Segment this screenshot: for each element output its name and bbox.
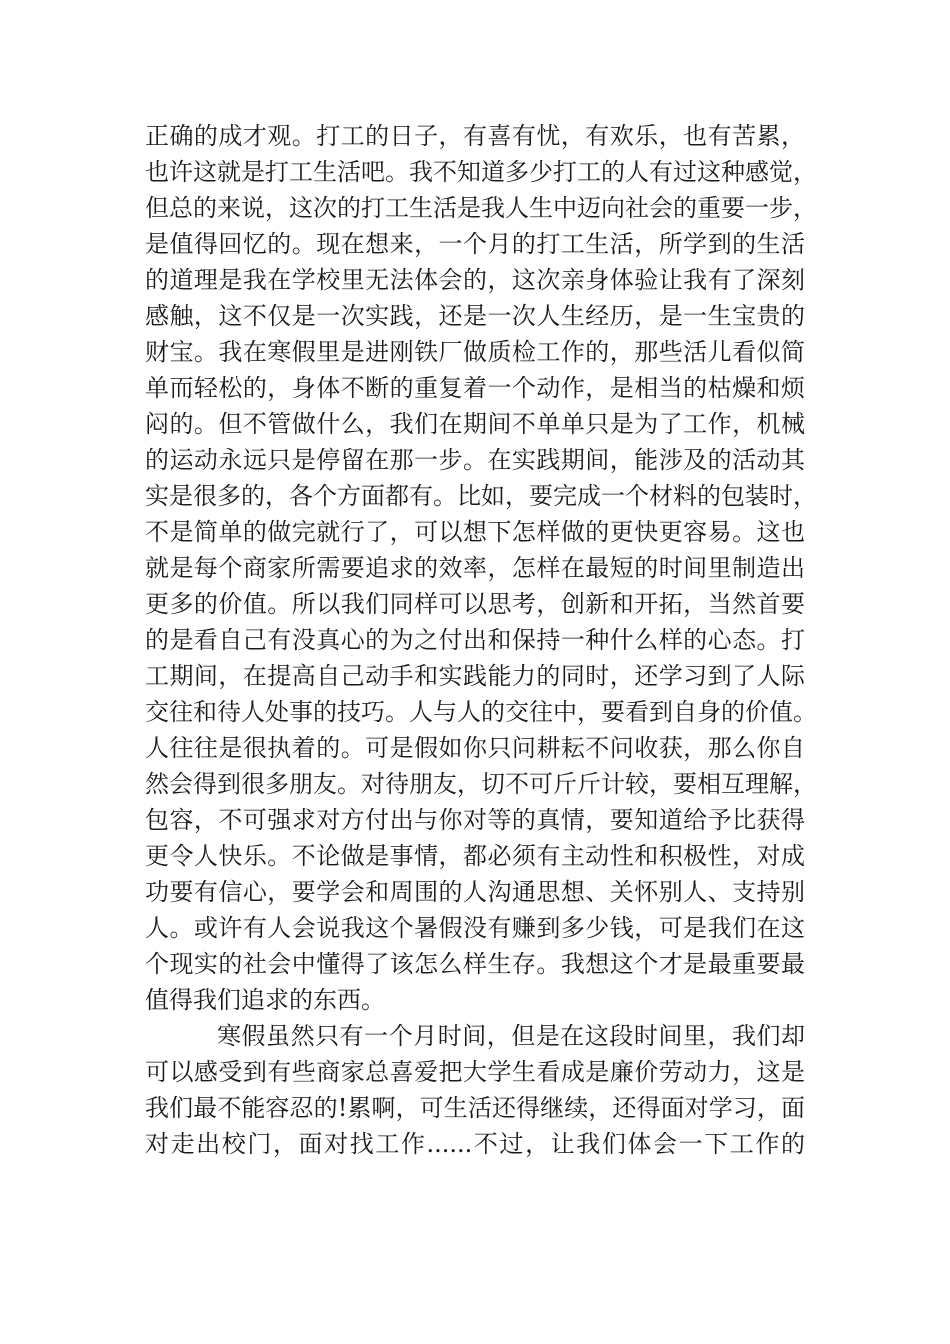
text-line: 人。或许有人会说我这个暑假没有赚到多少钱，可是我们在这 [145, 914, 805, 942]
text-line: 但总的来说，这次的打工生活是我人生中迈向社会的重要一步， [145, 194, 817, 222]
text-line: 更多的价值。所以我们同样可以思考，创新和开拓，当然首要 [145, 590, 805, 618]
text-line: 正确的成才观。打工的日子，有喜有忧，有欢乐，也有苦累， [145, 122, 805, 150]
text-line: 财宝。我在寒假里是进刚铁厂做质检工作的，那些活儿看似简 [145, 338, 805, 366]
text-line: 然会得到很多朋友。对待朋友，切不可斤斤计较，要相互理解， [145, 770, 817, 798]
text-line: 是值得回忆的。现在想来，一个月的打工生活，所学到的生活 [145, 230, 805, 258]
text-line: 我们最不能容忍的!累啊，可生活还得继续，还得面对学习，面 [145, 1094, 805, 1122]
text-line: 工期间，在提高自己动手和实践能力的同时，还学习到了人际 [145, 662, 805, 690]
text-line: 单而轻松的，身体不断的重复着一个动作，是相当的枯燥和烦 [145, 374, 805, 402]
text-line: 人往往是很执着的。可是假如你只问耕耘不问收获，那么你自 [145, 734, 805, 762]
text-line: 对走出校门，面对找工作......不过，让我们体会一下工作的 [145, 1130, 805, 1158]
text-line: 就是每个商家所需要追求的效率，怎样在最短的时间里制造出 [145, 554, 805, 582]
text-line: 闷的。但不管做什么，我们在期间不单单只是为了工作，机械 [145, 410, 805, 438]
text-line: 寒假虽然只有一个月时间，但是在这段时间里，我们却 [217, 1022, 805, 1050]
text-line: 个现实的社会中懂得了该怎么样生存。我想这个才是最重要最 [145, 950, 805, 978]
text-line: 的道理是我在学校里无法体会的，这次亲身体验让我有了深刻 [145, 266, 805, 294]
text-line: 交往和待人处事的技巧。人与人的交往中，要看到自身的价值。 [145, 698, 817, 726]
text-line: 功要有信心，要学会和周围的人沟通思想、关怀别人、支持别 [145, 878, 805, 906]
text-line: 可以感受到有些商家总喜爱把大学生看成是廉价劳动力，这是 [145, 1058, 805, 1086]
text-line: 也许这就是打工生活吧。我不知道多少打工的人有过这种感觉， [145, 158, 817, 186]
text-line: 的运动永远只是停留在那一步。在实践期间，能涉及的活动其 [145, 446, 805, 474]
text-line: 值得我们追求的东西。 [145, 986, 385, 1014]
text-line: 包容，不可强求对方付出与你对等的真情，要知道给予比获得 [145, 806, 805, 834]
text-line: 实是很多的，各个方面都有。比如，要完成一个材料的包装时， [145, 482, 817, 510]
text-line: 的是看自己有没真心的为之付出和保持一种什么样的心态。打 [145, 626, 805, 654]
text-line: 感触，这不仅是一次实践，还是一次人生经历，是一生宝贵的 [145, 302, 805, 330]
text-line: 更令人快乐。不论做是事情，都必须有主动性和积极性，对成 [145, 842, 805, 870]
body-text [145, 118, 817, 1162]
text-line: 不是简单的做完就行了，可以想下怎样做的更快更容易。这也 [145, 518, 805, 546]
